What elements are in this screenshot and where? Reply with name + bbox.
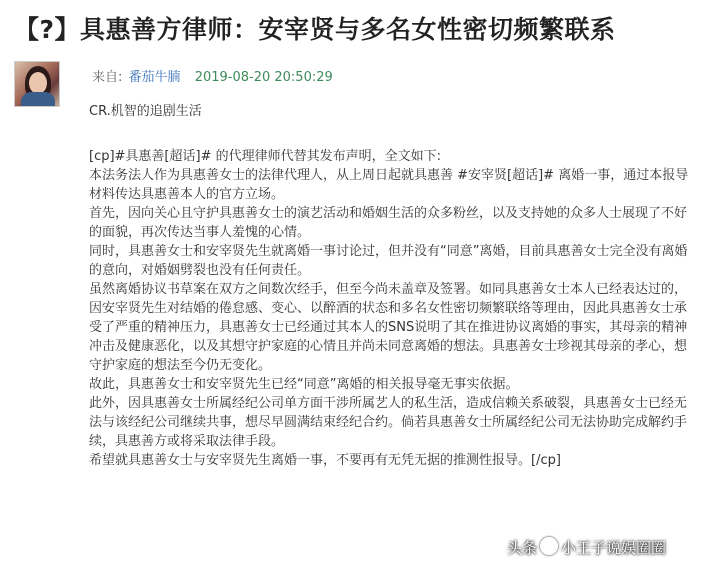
watermark [507, 537, 666, 558]
paragraph: 故此，具惠善女士和安宰贤先生已经“同意”离婚的相关报导毫无事实依据。 [89, 377, 519, 392]
author-link[interactable]: 番茄牛腩 [128, 70, 181, 85]
paragraph: 本法务法人作为具惠善女士的法律代理人，从上周日起就具惠善 #安宰贤[超话]# 离婚一事，通过本报导材料传达具惠善本人的官方立场。 [89, 168, 689, 202]
article-body [89, 147, 693, 470]
avatar-shirt [21, 92, 55, 107]
watermark-icon [540, 537, 558, 555]
paragraph: 首先，因向关心且守护具惠善女士的演艺活动和婚姻生活的众多粉丝，以及支持她的众多人士展现了不好的面貌，再次传达当事人羞愧的心情。 [89, 206, 688, 240]
avatar[interactable] [14, 61, 60, 107]
post-datetime: 2019-08-20 20:50:29 [194, 70, 333, 85]
paragraph: 虽然离婚协议书草案在双方之间数次经手，但至今尚未盖章及签署。如同具惠善女士本人已经表达过的，因安宰贤先生对结婚的倦怠感、变心、以醉酒的状态和多名女性密切频繁联络等理由，因此具惠善女士承受了严重的精神压力，具惠善女士已经通过其本人的SNS说明了其在推进协议离婚的事实，其母亲的精神冲击及健康恶化，以及其想守护家庭的心情且并尚未同意离婚的想法。具惠善女士珍视其母亲的孝心，想守护家庭的想法至今仍无变化。 [89, 282, 688, 373]
paragraph: 同时，具惠善女士和安宰贤先生就离婚一事讨论过，但并没有“同意”离婚，目前具惠善女士完全没有离婚的意向，对婚姻劈裂也没有任何责任。 [89, 244, 688, 278]
post-meta [92, 66, 333, 85]
from-label: 来自: [92, 70, 123, 85]
article-title: 【?】具惠善方律师：安宰贤与多名女性密切频繁联系 [14, 15, 616, 44]
paragraph: [cp]#具惠善[超话]# 的代理律师代替其发布声明，全文如下: [89, 149, 441, 164]
avatar-face [29, 72, 47, 94]
paragraph: 希望就具惠善女士与安宰贤先生离婚一事，不要再有无凭无据的推测性报导。[/cp] [89, 453, 561, 468]
paragraph: 此外，因具惠善女士所属经纪公司单方面干涉所属艺人的私生活，造成信赖关系破裂，具惠善女士已经无法与该经纪公司继续共事，想尽早圆满结束经纪合约。倘若具惠善女士所属经纪公司无法协助完成解约手续，具惠善方或将采取法律手段。 [89, 396, 688, 449]
watermark-suffix: 小王子说娱圈圈 [561, 539, 667, 557]
watermark-prefix: 头条 [507, 539, 538, 557]
source-credit: CR.机智的追剧生活 [89, 104, 202, 119]
